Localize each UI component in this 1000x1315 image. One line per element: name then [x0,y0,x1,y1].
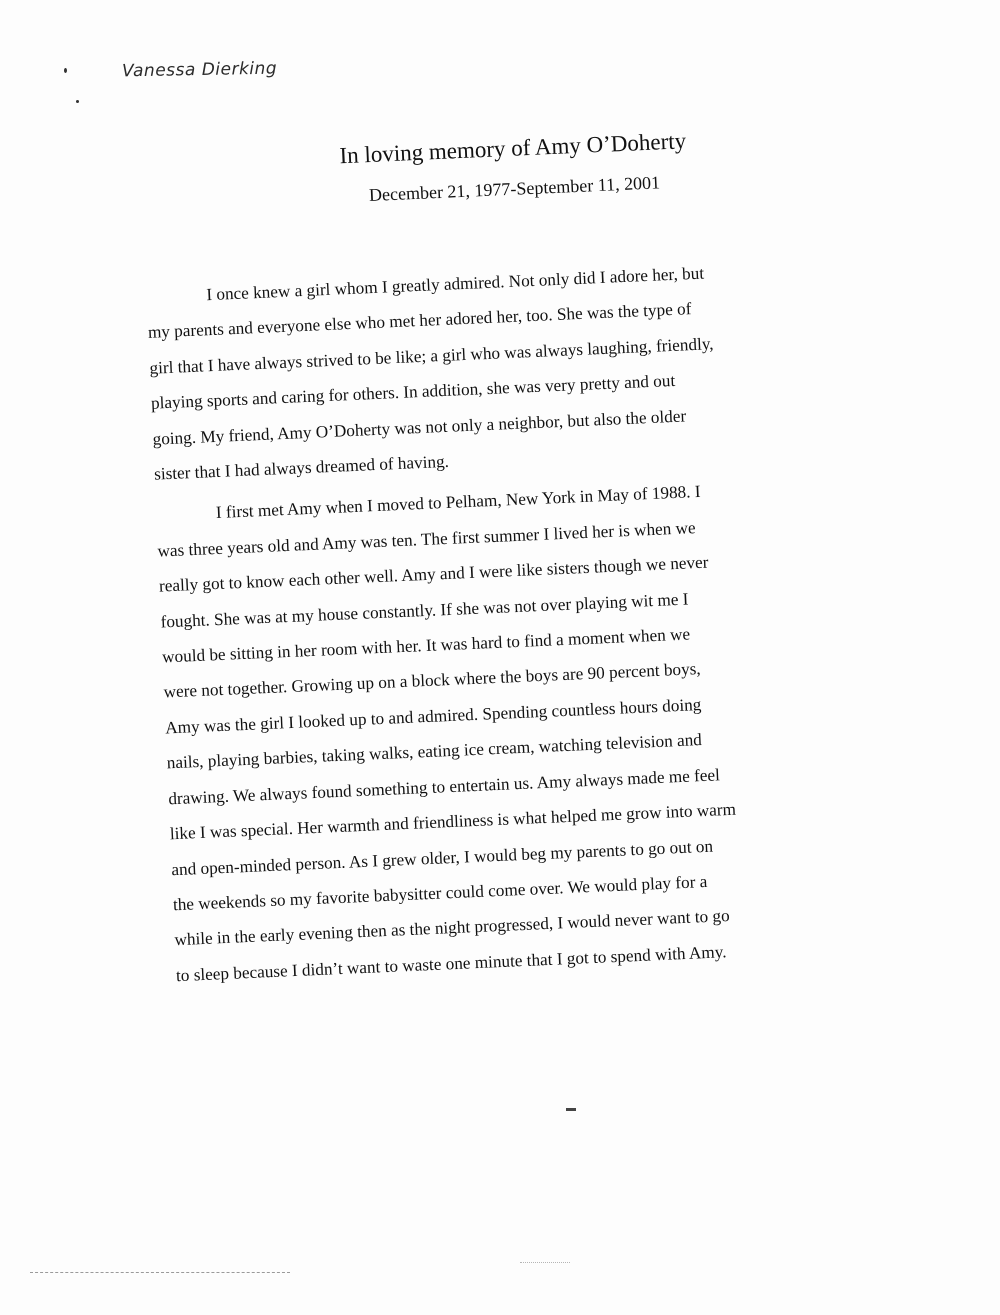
scan-speck [64,68,67,73]
text-line: sister that I had always dreamed of having. [153,451,450,484]
text-line: while in the early evening then as the night progressed, I would never want to go [174,906,730,950]
document-body [140,118,921,994]
text-line: were not together. Growing up on a block where the boys are 90 percent boys, [163,659,702,702]
text-line: girl that I have always strived to be like; a girl who was always laughing, friendly, [149,333,714,378]
text-line: to sleep because I didn’t want to waste one minute that I got to spend with Amy. [175,941,727,985]
text-line: Amy was the girl I looked up to and admired. Spending countless hours doing [164,694,702,738]
scan-mark [566,1108,576,1111]
text-line: was three years old and Amy was ten. The first summer I lived her is when we [157,517,696,561]
text-line: nails, playing barbies, taking walks, eating ice cream, watching television and [166,730,703,773]
memorial-dates: December 21, 1977-September 11, 2001 [368,172,661,206]
text-line: would be sitting in her room with her. It was hard to find a moment when we [161,624,691,667]
handwritten-author-name: Vanessa Dierking [121,58,278,82]
text-line: drawing. We always found something to entertain us. Amy always made me feel [167,765,721,809]
text-line: the weekends so my favorite babysitter could come over. We would play for a [172,871,708,915]
text-line: and open-minded person. As I grew older, I would beg my parents to go out on [170,836,714,879]
paragraph-2 [155,466,921,994]
scan-edge-noise [520,1262,570,1264]
text-line: fought. She was at my house constantly. If she was not over playing wit me I [160,589,689,632]
text-line: really got to know each other well. Amy and I were like sisters though we never [158,552,709,596]
text-line: playing sports and caring for others. In addition, she was very pretty and out [150,371,676,413]
text-line: going. My friend, Amy O’Doherty was not only a neighbor, but also the older [152,406,687,449]
scan-speck [76,100,79,103]
text-line: my parents and everyone else who met her adored her, too. She was the type of [147,299,692,343]
paragraph-1 [146,247,900,492]
text-line: I first met Amy when I moved to Pelham, New York in May of 1988. I [215,482,701,523]
text-line: I once knew a girl whom I greatly admired. Not only did I adore her, but [205,263,705,305]
scan-edge-noise [30,1272,290,1274]
text-line: like I was special. Her warmth and friendliness is what helped me grow into warm [169,799,737,844]
memorial-title: In loving memory of Amy O’Doherty [338,128,687,169]
